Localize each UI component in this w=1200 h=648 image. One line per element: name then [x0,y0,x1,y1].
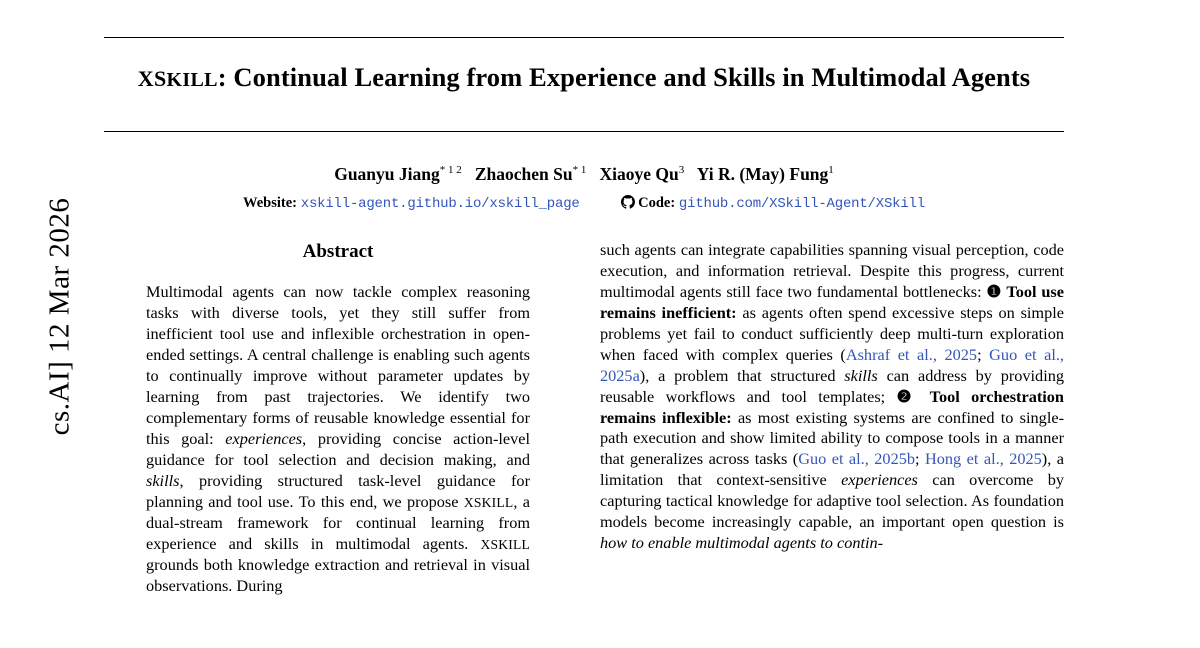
author-entry [599,164,684,184]
title-smallcaps-rest: KILL [166,69,218,91]
abstract-seg-3: , providing structured task-level guidance for planning and tool use. To this end, we propose [146,470,530,511]
code-label: Code: [638,195,676,211]
author-entry [334,164,462,184]
title-smallcaps-lead: XS [137,66,167,91]
code-link[interactable]: github.com/XSkill-Agent/XSkill [678,196,925,212]
author-affiliation-marker: 3 [678,164,685,177]
intro-bold-bottleneck-2: ❷ Tool orchestration remains inflexible: [600,386,1064,427]
citation-link[interactable]: Guo et al., 2025b [798,449,915,469]
intro-seg-2: as agents often spend excessive steps on simple problems yet fail to conduct sufficiently deep multi-turn exploration when faced with complex queries ( [600,302,1064,364]
author-name: Xiaoye Qu [599,164,679,184]
intro-seg-9: can overcome by capturing tactical knowledge for adaptive tool selection. As foundation models become increasingly capable, an important open question is [600,470,1064,532]
intro-seg-7: ; [915,449,925,469]
github-icon [621,195,635,214]
project-links [104,195,1064,214]
abstract-heading: Abstract [302,241,374,262]
author-name: Yi R. (May) Fung [696,164,829,184]
citation-link[interactable]: Ashraf et al., 2025 [845,344,978,364]
intro-seg-5: can address by providing reusable workflows and tool templates; [600,365,1065,406]
intro-bold-bottleneck-1: ❶ Tool use remains inefficient: [600,281,1064,322]
author-affiliation-marker: * 1 2 [439,164,462,177]
intro-text [600,240,1064,554]
citation-link[interactable]: Guo et al., 2025a [600,344,1064,385]
page-title [104,62,1064,93]
abstract-italic-experiences: experiences [225,428,303,448]
intro-seg-1: such agents can integrate capabilities spanning visual perception, code execution, and information retrieval. Despite this progress, current multimodal agents still face two fundamental bottlenecks: [600,240,1064,301]
website-link[interactable]: xskill-agent.github.io/xskill_page [300,196,580,212]
author-entry [697,164,834,184]
author-affiliation-marker: * 1 [572,164,587,177]
website-label: Website: [243,195,297,211]
abstract-column [146,240,530,596]
abstract-xskill-2: XSKILL [480,536,530,552]
title-rest: : Continual Learning from Experience and Skills in Multimodal Agents [217,62,1031,92]
intro-seg-3: ; [977,344,990,364]
author-affiliation-marker: 1 [828,164,834,177]
arxiv-stamp: cs.AI] 12 Mar 2026 [43,197,76,436]
intro-italic-skills: skills [844,365,878,385]
author-list [104,164,1064,185]
abstract-seg-4: , a dual-stream framework for continual learning from experience and skills in multimodal agents. [146,491,530,553]
abstract-text [146,282,530,596]
intro-seg-6: as most existing systems are confined to single-path execution and show limited ability to compose tools in a manner that generalizes across tasks ( [600,407,1064,469]
abstract-xskill-1: XSKILL [463,494,514,510]
intro-italic-question: how to enable multimodal agents to contin- [600,533,884,553]
author-entry [475,164,587,184]
intro-seg-8: ), a limitation that context-sensitive [600,449,1064,490]
author-name: Guanyu Jiang [334,164,440,184]
title-rule-top [104,37,1064,38]
title-rule-bottom [104,131,1064,132]
introduction-column [600,240,1064,554]
abstract-seg-2: , providing concise action-level guidance for tool selection and decision making, and [146,428,531,469]
intro-italic-experiences: experiences [841,470,918,490]
abstract-seg-5: grounds both knowledge extraction and retrieval in visual observations. During [146,554,530,595]
abstract-seg-1: Multimodal agents can now tackle complex reasoning tasks with diverse tools, yet they still suffer from inefficient tool use and inflexible orchestration in open-ended settings. A central challenge is enabling such agents to continually improve without parameter updates by learning from past trajectories. We identify two complementary forms of reusable knowledge essential for this goal: [146,282,530,448]
author-name: Zhaochen Su [474,164,573,184]
citation-link[interactable]: Hong et al., 2025 [925,449,1042,469]
intro-seg-4: ), a problem that structured [639,365,845,385]
abstract-italic-skills: skills [146,470,180,490]
